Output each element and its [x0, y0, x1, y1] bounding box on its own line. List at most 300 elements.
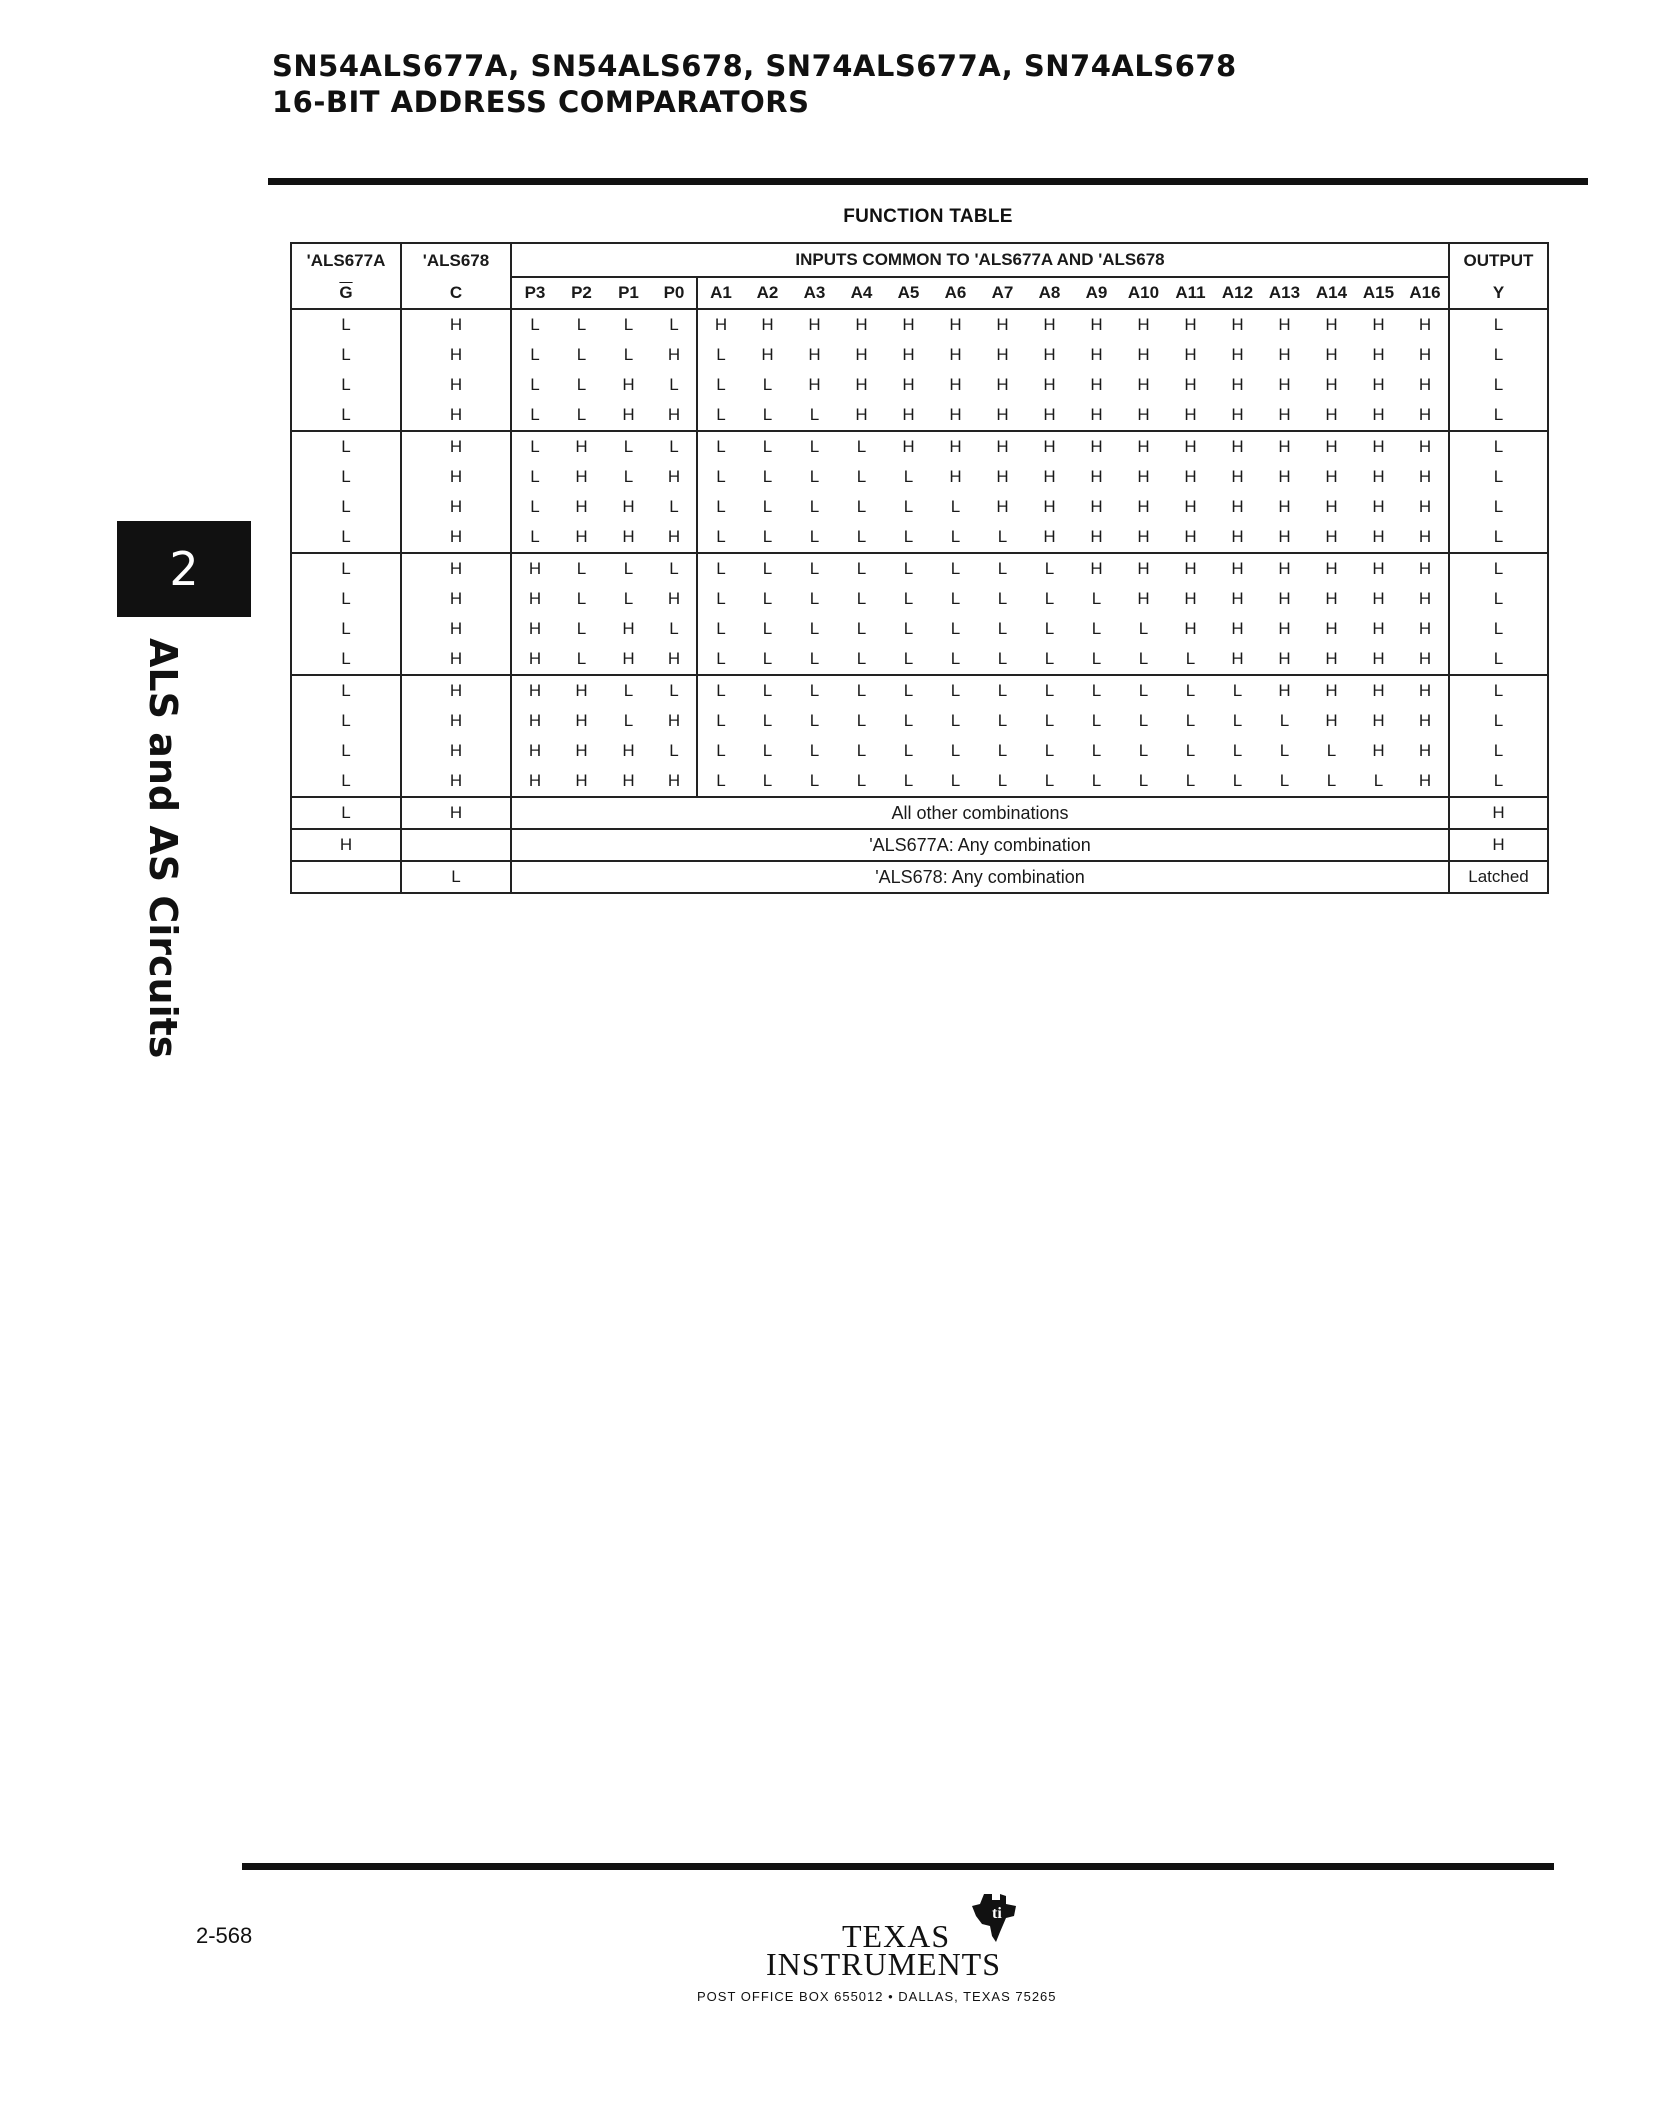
cell-bit: H — [1184, 405, 1197, 424]
cell-bit: H — [1372, 375, 1385, 394]
output-header: OUTPUT — [1449, 243, 1548, 277]
cell-bit: L — [697, 766, 744, 797]
cell-bit: H — [622, 527, 635, 546]
cell-bit: H — [622, 497, 635, 516]
cell-g: H — [291, 829, 401, 861]
cell-g: L — [291, 309, 401, 340]
cell-bit: L — [997, 711, 1008, 730]
cell-c: H — [401, 431, 511, 462]
svg-text:ti: ti — [992, 1905, 1002, 1922]
cell-output: L — [1449, 553, 1548, 584]
cell-bit: H — [1325, 711, 1338, 730]
cell-bit: H — [1402, 400, 1449, 431]
cell-bit: L — [950, 497, 961, 516]
cell-bit: L — [903, 741, 914, 760]
cell-bit: L — [997, 619, 1008, 638]
cell-bit: H — [885, 431, 932, 462]
cell-bit: H — [1325, 619, 1338, 638]
bit-header: P2 — [558, 277, 605, 309]
cell-bit: H — [1231, 497, 1244, 516]
cell-bit: H — [1325, 405, 1338, 424]
cell-g: L — [291, 462, 401, 492]
cell-bit: H — [1402, 584, 1449, 614]
cell-bit: L — [697, 644, 744, 675]
cell-bit: H — [979, 431, 1026, 462]
cell-bit: L — [997, 649, 1008, 668]
bit-header: A12 — [1214, 277, 1261, 309]
cell-bit: L — [856, 497, 867, 516]
col-header-c: 'ALS678 — [401, 243, 511, 277]
cell-c: H — [401, 736, 511, 766]
cell-bit: H — [902, 405, 915, 424]
cell-bit: H — [1278, 619, 1291, 638]
logo-texas: TEXAS — [842, 1918, 951, 1954]
cell-bit: H — [1372, 527, 1385, 546]
cell-bit: H — [1184, 589, 1197, 608]
cell-bit: L — [1373, 771, 1384, 790]
table-subheader-row — [291, 277, 1548, 309]
cell-bit: H — [1137, 497, 1150, 516]
cell-bit: H — [761, 345, 774, 364]
table-header-row — [291, 243, 1548, 277]
cell-bit: L — [809, 589, 820, 608]
cell-bit: H — [902, 315, 915, 334]
cell-bit: L — [576, 589, 587, 608]
cell-bit: H — [949, 315, 962, 334]
cell-bit: L — [762, 589, 773, 608]
cell-bit: H — [1231, 405, 1244, 424]
cell-bit: L — [932, 553, 979, 584]
bit-header: A6 — [932, 277, 979, 309]
cell-bit: L — [605, 553, 652, 584]
table-row — [291, 400, 1548, 431]
cell-bit: H — [1308, 675, 1355, 706]
cell-output: L — [1449, 706, 1548, 736]
cell-bit: L — [697, 462, 744, 492]
cell-bit: L — [856, 467, 867, 486]
cell-c: H — [401, 309, 511, 340]
cell-bit: L — [1138, 711, 1149, 730]
cell-combination: All other combinations — [511, 797, 1449, 829]
cell-bit: H — [1325, 345, 1338, 364]
cell-bit: H — [1402, 522, 1449, 553]
cell-c: H — [401, 522, 511, 553]
cell-bit: H — [1325, 649, 1338, 668]
cell-bit: H — [808, 345, 821, 364]
cell-bit: L — [809, 741, 820, 760]
cell-bit: H — [1261, 675, 1308, 706]
cell-bit: H — [1231, 527, 1244, 546]
cell-bit: L — [1167, 675, 1214, 706]
cell-bit: H — [996, 405, 1009, 424]
cell-bit: H — [855, 405, 868, 424]
cell-bit: L — [1091, 741, 1102, 760]
cell-bit: H — [1043, 405, 1056, 424]
cell-c: H — [401, 614, 511, 644]
cell-bit: H — [652, 766, 697, 797]
cell-bit: H — [1137, 405, 1150, 424]
bit-header: P0 — [652, 277, 697, 309]
cell-bit: H — [1184, 375, 1197, 394]
cell-bit: H — [1308, 431, 1355, 462]
table-row — [291, 340, 1548, 370]
cell-bit: L — [623, 315, 634, 334]
cell-bit: H — [855, 315, 868, 334]
cell-bit: H — [1372, 497, 1385, 516]
cell-bit: L — [558, 553, 605, 584]
cell-bit: L — [950, 741, 961, 760]
cell-bit: H — [1214, 431, 1261, 462]
cell-bit: L — [744, 553, 791, 584]
cell-bit: L — [605, 431, 652, 462]
postal-address: POST OFFICE BOX 655012 • DALLAS, TEXAS 75265 — [697, 1989, 1057, 2004]
cell-bit: H — [1090, 467, 1103, 486]
cell-bit: H — [1402, 614, 1449, 644]
cell-bit: H — [622, 405, 635, 424]
cell-bit: L — [1279, 771, 1290, 790]
cell-bit: H — [949, 467, 962, 486]
cell-bit: L — [1214, 675, 1261, 706]
bit-header: A3 — [791, 277, 838, 309]
cell-bit: H — [1043, 375, 1056, 394]
cell-c: H — [401, 766, 511, 797]
cell-bit: L — [697, 340, 744, 370]
cell-c: H — [401, 553, 511, 584]
section-number: 2 — [169, 542, 199, 596]
cell-bit: H — [932, 431, 979, 462]
cell-bit: L — [1138, 649, 1149, 668]
cell-bit: H — [575, 711, 588, 730]
cell-bit: H — [1325, 589, 1338, 608]
cell-bit: L — [809, 467, 820, 486]
cell-bit: H — [511, 553, 558, 584]
cell-output: H — [1449, 797, 1548, 829]
cell-bit: L — [511, 522, 558, 553]
title-description: 16-BIT ADDRESS COMPARATORS — [272, 85, 810, 119]
cell-bit: L — [762, 527, 773, 546]
cell-bit: L — [1120, 675, 1167, 706]
cell-bit: H — [1402, 309, 1449, 340]
cell-bit: H — [1402, 340, 1449, 370]
cell-bit: L — [511, 492, 558, 522]
cell-bit: L — [950, 771, 961, 790]
cell-bit: L — [1279, 741, 1290, 760]
cell-bit: L — [652, 492, 697, 522]
cell-bit: H — [1231, 589, 1244, 608]
col-sub-c: C — [401, 277, 511, 309]
cell-bit: H — [622, 741, 635, 760]
col-sub-g — [291, 277, 401, 309]
cell-c: H — [401, 644, 511, 675]
cell-bit: L — [511, 462, 558, 492]
cell-bit: H — [1090, 497, 1103, 516]
cell-bit: H — [1231, 345, 1244, 364]
bottom-rule — [242, 1863, 1554, 1870]
cell-bit: L — [576, 405, 587, 424]
cell-output: L — [1449, 400, 1548, 431]
cell-bit: L — [809, 619, 820, 638]
cell-bit: H — [808, 315, 821, 334]
cell-bit: H — [1402, 644, 1449, 675]
cell-bit: L — [762, 375, 773, 394]
cell-bit: L — [1026, 553, 1073, 584]
cell-bit: H — [902, 345, 915, 364]
cell-bit: H — [1073, 431, 1120, 462]
special-row — [291, 797, 1548, 829]
cell-bit: L — [697, 431, 744, 462]
cell-output: L — [1449, 675, 1548, 706]
cell-bit: L — [697, 706, 744, 736]
cell-bit: L — [762, 405, 773, 424]
cell-bit: H — [1355, 675, 1402, 706]
cell-bit: H — [1402, 492, 1449, 522]
cell-bit: H — [996, 497, 1009, 516]
cell-bit: L — [932, 675, 979, 706]
bit-header: A5 — [885, 277, 932, 309]
cell-bit: L — [762, 497, 773, 516]
cell-bit: L — [979, 675, 1026, 706]
cell-bit: L — [652, 736, 697, 766]
cell-g: L — [291, 644, 401, 675]
cell-bit: H — [1372, 619, 1385, 638]
cell-bit: H — [1137, 315, 1150, 334]
cell-bit: L — [809, 711, 820, 730]
cell-bit: L — [809, 649, 820, 668]
page-number: 2-568 — [196, 1923, 253, 1948]
cell-bit: L — [856, 771, 867, 790]
bit-header: A8 — [1026, 277, 1073, 309]
cell-bit: L — [997, 771, 1008, 790]
cell-bit: L — [623, 711, 634, 730]
cell-bit: H — [1184, 619, 1197, 638]
cell-c: H — [401, 584, 511, 614]
output-sub: Y — [1449, 277, 1548, 309]
table-caption: FUNCTION TABLE — [843, 206, 1013, 227]
cell-bit: H — [652, 462, 697, 492]
cell-bit: L — [791, 675, 838, 706]
cell-g: L — [291, 553, 401, 584]
cell-bit: L — [511, 431, 558, 462]
cell-bit: L — [623, 467, 634, 486]
table-row — [291, 492, 1548, 522]
cell-bit: H — [1090, 375, 1103, 394]
cell-bit: H — [1278, 375, 1291, 394]
table-row — [291, 370, 1548, 400]
cell-combination: 'ALS677A: Any combination — [511, 829, 1449, 861]
cell-bit: H — [575, 497, 588, 516]
cell-bit: H — [575, 527, 588, 546]
cell-bit: L — [762, 711, 773, 730]
cell-output: L — [1449, 370, 1548, 400]
cell-bit: H — [1402, 736, 1449, 766]
cell-bit: H — [697, 309, 744, 340]
cell-bit: L — [838, 675, 885, 706]
cell-bit: L — [856, 649, 867, 668]
cell-c: H — [401, 400, 511, 431]
cell-bit: H — [1120, 553, 1167, 584]
cell-bit: H — [1043, 467, 1056, 486]
cell-bit: L — [1091, 619, 1102, 638]
cell-bit: H — [1372, 405, 1385, 424]
cell-g: L — [291, 340, 401, 370]
cell-bit: H — [761, 315, 774, 334]
cell-bit: L — [652, 431, 697, 462]
cell-bit: L — [950, 711, 961, 730]
cell-output: L — [1449, 340, 1548, 370]
cell-g: L — [291, 400, 401, 431]
cell-output: L — [1449, 766, 1548, 797]
cell-bit: L — [576, 619, 587, 638]
cell-bit: H — [1402, 766, 1449, 797]
bit-header: A16 — [1402, 277, 1449, 309]
cell-bit: H — [855, 375, 868, 394]
cell-bit: L — [623, 589, 634, 608]
cell-bit: H — [1043, 497, 1056, 516]
cell-bit: L — [791, 553, 838, 584]
cell-bit: L — [697, 492, 744, 522]
cell-bit: L — [1232, 741, 1243, 760]
cell-bit: L — [903, 467, 914, 486]
cell-bit: L — [950, 589, 961, 608]
cell-output: L — [1449, 492, 1548, 522]
cell-bit: H — [652, 522, 697, 553]
cell-bit: L — [838, 553, 885, 584]
bit-header: A2 — [744, 277, 791, 309]
cell-g — [291, 861, 401, 893]
table-row — [291, 766, 1548, 797]
cell-bit: L — [511, 340, 558, 370]
cell-bit: H — [511, 614, 558, 644]
ti-logo-icon — [970, 1892, 1018, 1944]
bit-header: A13 — [1261, 277, 1308, 309]
cell-c: H — [401, 797, 511, 829]
cell-bit: L — [1138, 771, 1149, 790]
cell-g: L — [291, 766, 401, 797]
cell-bit: L — [903, 649, 914, 668]
cell-bit: H — [1278, 467, 1291, 486]
cell-bit: L — [903, 527, 914, 546]
cell-bit: H — [1090, 405, 1103, 424]
special-row — [291, 829, 1548, 861]
cell-bit: H — [1278, 649, 1291, 668]
cell-bit: H — [558, 431, 605, 462]
cell-bit: H — [1278, 345, 1291, 364]
cell-bit: H — [1073, 553, 1120, 584]
cell-bit: L — [1185, 649, 1196, 668]
cell-bit: L — [697, 553, 744, 584]
cell-bit: H — [575, 741, 588, 760]
cell-bit: L — [791, 431, 838, 462]
cell-bit: L — [1091, 649, 1102, 668]
cell-bit: L — [1044, 771, 1055, 790]
cell-bit: L — [697, 400, 744, 431]
cell-bit: L — [697, 584, 744, 614]
col-header-g: 'ALS677A — [291, 243, 401, 277]
cell-bit: H — [1372, 589, 1385, 608]
cell-bit: H — [1167, 431, 1214, 462]
cell-bit: L — [697, 370, 744, 400]
cell-output: Latched — [1449, 861, 1548, 893]
cell-bit: H — [1278, 315, 1291, 334]
cell-bit: H — [808, 375, 821, 394]
cell-bit: L — [576, 345, 587, 364]
cell-bit: L — [1232, 711, 1243, 730]
cell-bit: H — [575, 771, 588, 790]
cell-bit: L — [511, 370, 558, 400]
cell-bit: H — [1231, 375, 1244, 394]
cell-bit: L — [856, 711, 867, 730]
cell-bit: L — [1073, 675, 1120, 706]
cell-bit: H — [1167, 553, 1214, 584]
cell-bit: H — [652, 400, 697, 431]
ti-logo — [760, 1890, 1060, 1980]
cell-bit: L — [1044, 589, 1055, 608]
cell-bit: L — [652, 675, 697, 706]
cell-g: L — [291, 675, 401, 706]
cell-bit: H — [511, 766, 558, 797]
cell-bit: H — [1184, 527, 1197, 546]
cell-c: H — [401, 370, 511, 400]
cell-bit: L — [697, 522, 744, 553]
cell-bit: H — [511, 706, 558, 736]
table-row — [291, 553, 1548, 584]
cell-bit: L — [1138, 741, 1149, 760]
cell-bit: L — [1091, 589, 1102, 608]
cell-bit: L — [997, 741, 1008, 760]
cell-bit: L — [1138, 619, 1149, 638]
cell-bit: H — [902, 375, 915, 394]
function-table — [290, 242, 1549, 894]
cell-bit: L — [511, 400, 558, 431]
cell-bit: H — [1372, 467, 1385, 486]
top-rule — [268, 178, 1588, 185]
cell-bit: H — [1325, 527, 1338, 546]
cell-output: L — [1449, 309, 1548, 340]
cell-bit: H — [1184, 345, 1197, 364]
cell-bit: H — [1402, 706, 1449, 736]
cell-bit: L — [652, 553, 697, 584]
bit-header: A15 — [1355, 277, 1402, 309]
cell-bit: H — [949, 345, 962, 364]
cell-bit: H — [1043, 527, 1056, 546]
cell-output: L — [1449, 736, 1548, 766]
table-row — [291, 614, 1548, 644]
cell-bit: H — [558, 675, 605, 706]
bit-header: A7 — [979, 277, 1026, 309]
cell-bit: L — [744, 431, 791, 462]
cell-bit: H — [511, 644, 558, 675]
cell-bit: H — [1137, 467, 1150, 486]
cell-bit: H — [1355, 431, 1402, 462]
cell-bit: L — [903, 619, 914, 638]
section-label: ALS and AS Circuits — [141, 638, 185, 1059]
cell-bit: H — [1026, 431, 1073, 462]
cell-bit: H — [575, 467, 588, 486]
cell-bit: H — [1372, 345, 1385, 364]
cell-g: L — [291, 736, 401, 766]
cell-bit: H — [1325, 375, 1338, 394]
document-title — [272, 48, 1237, 120]
cell-c: H — [401, 340, 511, 370]
cell-bit: L — [1185, 741, 1196, 760]
cell-output: L — [1449, 522, 1548, 553]
cell-bit: H — [1090, 345, 1103, 364]
cell-bit: L — [979, 553, 1026, 584]
cell-bit: H — [1372, 315, 1385, 334]
cell-bit: H — [949, 375, 962, 394]
inputs-header: INPUTS COMMON TO 'ALS677A AND 'ALS678 — [511, 243, 1449, 277]
cell-bit: L — [838, 431, 885, 462]
